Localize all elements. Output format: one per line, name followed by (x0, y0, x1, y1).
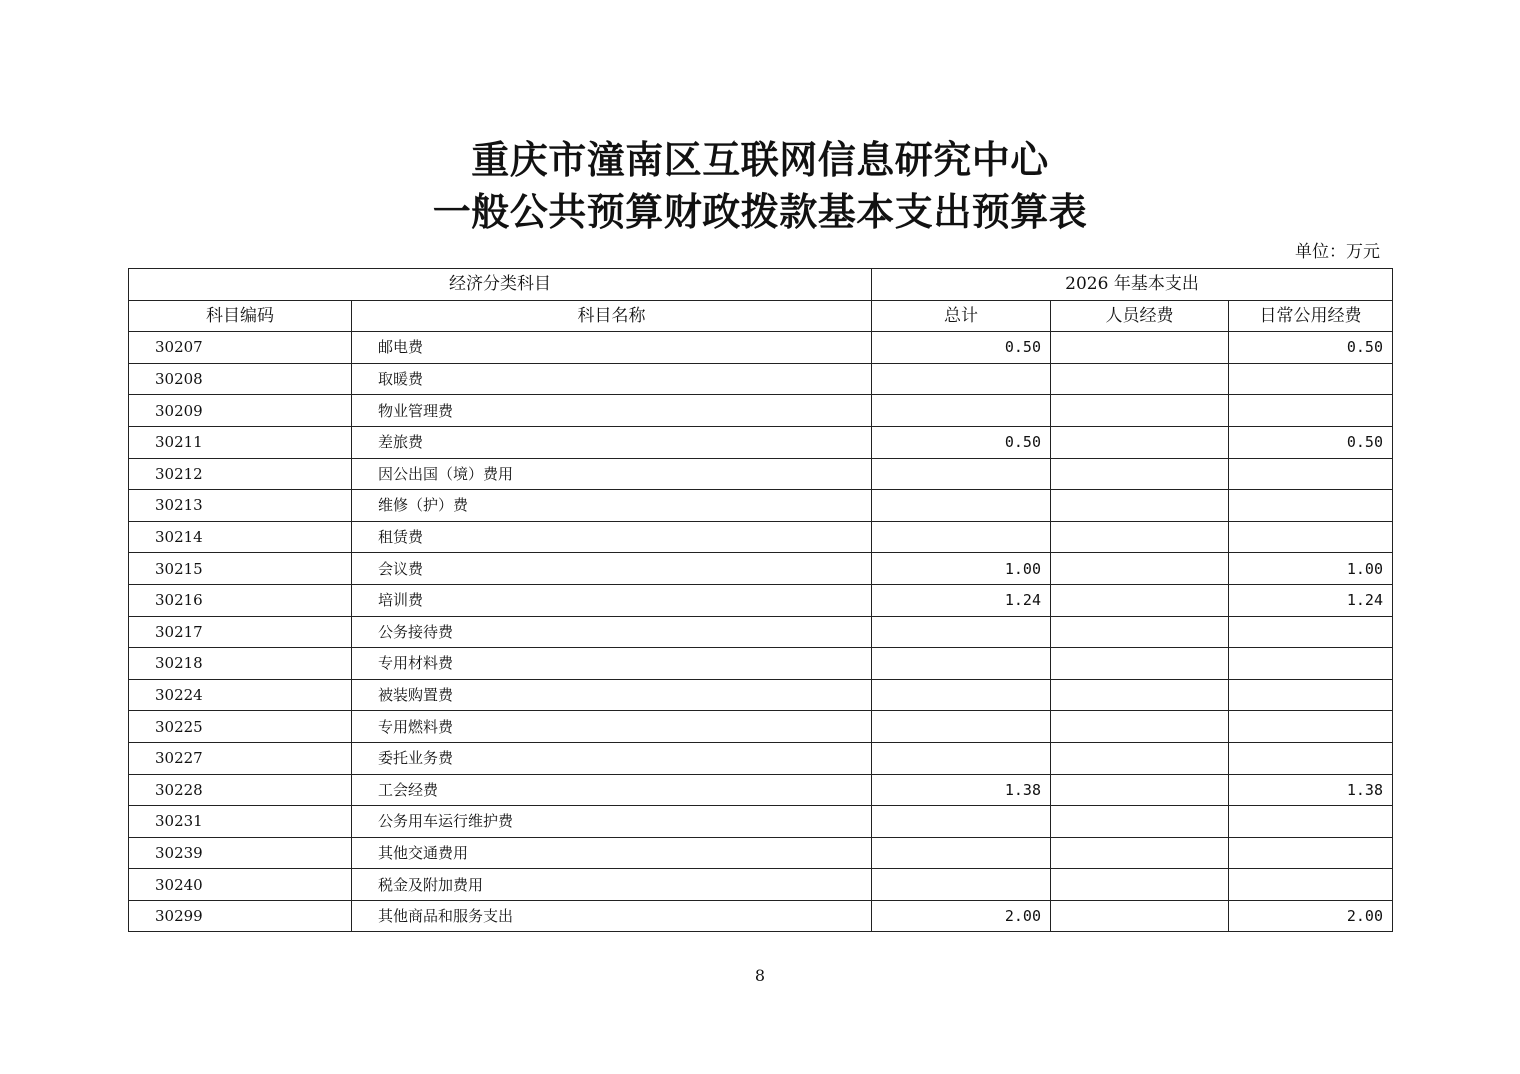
table-row (129, 553, 1393, 585)
row-total-cell (872, 806, 1051, 838)
row-code-cell: 30207 (129, 332, 352, 364)
row-code-cell: 30217 (129, 616, 352, 648)
row-code-cell: 30215 (129, 553, 352, 585)
row-name-cell: 公务用车运行维护费 (352, 806, 872, 838)
row-public-cell (1229, 869, 1393, 901)
table-row (129, 774, 1393, 806)
row-personnel-cell (1051, 774, 1229, 806)
row-public-cell (1229, 806, 1393, 838)
row-code-cell: 30228 (129, 774, 352, 806)
row-public-cell (1229, 837, 1393, 869)
row-public-cell: 0.50 (1229, 332, 1393, 364)
header-total: 总计 (872, 300, 1051, 332)
row-total-cell: 0.50 (872, 332, 1051, 364)
row-name-cell: 差旅费 (352, 426, 872, 458)
row-code-cell: 30240 (129, 869, 352, 901)
row-personnel-cell (1051, 869, 1229, 901)
row-total-cell (872, 837, 1051, 869)
row-public-cell (1229, 711, 1393, 743)
table-row (129, 395, 1393, 427)
table-row (129, 584, 1393, 616)
row-name-cell: 其他商品和服务支出 (352, 900, 872, 932)
row-personnel-cell (1051, 679, 1229, 711)
header-code: 科目编码 (129, 300, 352, 332)
unit-label: 单位：万元 (1295, 242, 1380, 262)
row-personnel-cell (1051, 806, 1229, 838)
row-total-cell (872, 711, 1051, 743)
row-public-cell (1229, 648, 1393, 680)
row-personnel-cell (1051, 395, 1229, 427)
row-code-cell: 30211 (129, 426, 352, 458)
row-personnel-cell (1051, 616, 1229, 648)
table-row (129, 648, 1393, 680)
document-title (0, 134, 1520, 238)
page-number: 8 (754, 966, 766, 985)
row-total-cell: 1.38 (872, 774, 1051, 806)
row-code-cell: 30209 (129, 395, 352, 427)
table-row (129, 616, 1393, 648)
row-name-cell: 工会经费 (352, 774, 872, 806)
row-personnel-cell (1051, 490, 1229, 522)
row-total-cell: 1.24 (872, 584, 1051, 616)
row-code-cell: 30208 (129, 363, 352, 395)
row-name-cell: 税金及附加费用 (352, 869, 872, 901)
row-total-cell (872, 679, 1051, 711)
row-name-cell: 邮电费 (352, 332, 872, 364)
row-name-cell: 因公出国（境）费用 (352, 458, 872, 490)
table-row (129, 711, 1393, 743)
row-total-cell: 2.00 (872, 900, 1051, 932)
table-row (129, 490, 1393, 522)
row-code-cell: 30214 (129, 521, 352, 553)
row-personnel-cell (1051, 553, 1229, 585)
table-row (129, 458, 1393, 490)
row-personnel-cell (1051, 521, 1229, 553)
row-personnel-cell (1051, 584, 1229, 616)
row-name-cell: 维修（护）费 (352, 490, 872, 522)
row-personnel-cell (1051, 426, 1229, 458)
row-code-cell: 30216 (129, 584, 352, 616)
header-personnel: 人员经费 (1051, 300, 1229, 332)
row-public-cell: 2.00 (1229, 900, 1393, 932)
row-name-cell: 租赁费 (352, 521, 872, 553)
row-name-cell: 培训费 (352, 584, 872, 616)
row-total-cell (872, 395, 1051, 427)
row-code-cell: 30213 (129, 490, 352, 522)
row-name-cell: 委托业务费 (352, 742, 872, 774)
row-code-cell: 30231 (129, 806, 352, 838)
row-public-cell: 1.38 (1229, 774, 1393, 806)
row-total-cell (872, 521, 1051, 553)
header-economic-category: 经济分类科目 (129, 269, 872, 301)
row-total-cell (872, 648, 1051, 680)
row-public-cell (1229, 521, 1393, 553)
row-name-cell: 专用燃料费 (352, 711, 872, 743)
row-code-cell: 30224 (129, 679, 352, 711)
row-total-cell (872, 869, 1051, 901)
row-name-cell: 会议费 (352, 553, 872, 585)
budget-table (128, 268, 1393, 932)
row-code-cell: 30239 (129, 837, 352, 869)
row-public-cell (1229, 616, 1393, 648)
row-personnel-cell (1051, 648, 1229, 680)
row-public-cell (1229, 742, 1393, 774)
table-row (129, 363, 1393, 395)
table-row (129, 426, 1393, 458)
row-public-cell (1229, 490, 1393, 522)
row-code-cell: 30225 (129, 711, 352, 743)
row-name-cell: 其他交通费用 (352, 837, 872, 869)
table-row (129, 742, 1393, 774)
header-basic-expenditure: 2026 年基本支出 (872, 269, 1393, 301)
row-total-cell: 1.00 (872, 553, 1051, 585)
table-row (129, 679, 1393, 711)
table-row (129, 521, 1393, 553)
title-line-2: 一般公共预算财政拨款基本支出预算表 (432, 190, 1088, 234)
row-public-cell: 1.24 (1229, 584, 1393, 616)
table-row (129, 900, 1393, 932)
table-row (129, 869, 1393, 901)
header-name: 科目名称 (352, 300, 872, 332)
row-personnel-cell (1051, 837, 1229, 869)
row-total-cell (872, 363, 1051, 395)
row-total-cell (872, 490, 1051, 522)
header-public: 日常公用经费 (1229, 300, 1393, 332)
row-personnel-cell (1051, 363, 1229, 395)
row-code-cell: 30218 (129, 648, 352, 680)
row-total-cell (872, 742, 1051, 774)
table-row (129, 332, 1393, 364)
table-row (129, 806, 1393, 838)
row-public-cell: 1.00 (1229, 553, 1393, 585)
row-name-cell: 公务接待费 (352, 616, 872, 648)
row-personnel-cell (1051, 458, 1229, 490)
row-personnel-cell (1051, 711, 1229, 743)
row-code-cell: 30212 (129, 458, 352, 490)
row-total-cell (872, 458, 1051, 490)
row-name-cell: 物业管理费 (352, 395, 872, 427)
row-name-cell: 取暖费 (352, 363, 872, 395)
row-public-cell (1229, 395, 1393, 427)
row-personnel-cell (1051, 332, 1229, 364)
row-name-cell: 被装购置费 (352, 679, 872, 711)
group-header-row (129, 269, 1393, 301)
row-total-cell (872, 616, 1051, 648)
column-header-row (129, 300, 1393, 332)
title-line-1: 重庆市潼南区互联网信息研究中心 (471, 138, 1049, 182)
row-code-cell: 30299 (129, 900, 352, 932)
table-row (129, 837, 1393, 869)
row-total-cell: 0.50 (872, 426, 1051, 458)
row-code-cell: 30227 (129, 742, 352, 774)
row-public-cell: 0.50 (1229, 426, 1393, 458)
row-personnel-cell (1051, 900, 1229, 932)
row-personnel-cell (1051, 742, 1229, 774)
row-public-cell (1229, 363, 1393, 395)
row-public-cell (1229, 458, 1393, 490)
row-public-cell (1229, 679, 1393, 711)
row-name-cell: 专用材料费 (352, 648, 872, 680)
